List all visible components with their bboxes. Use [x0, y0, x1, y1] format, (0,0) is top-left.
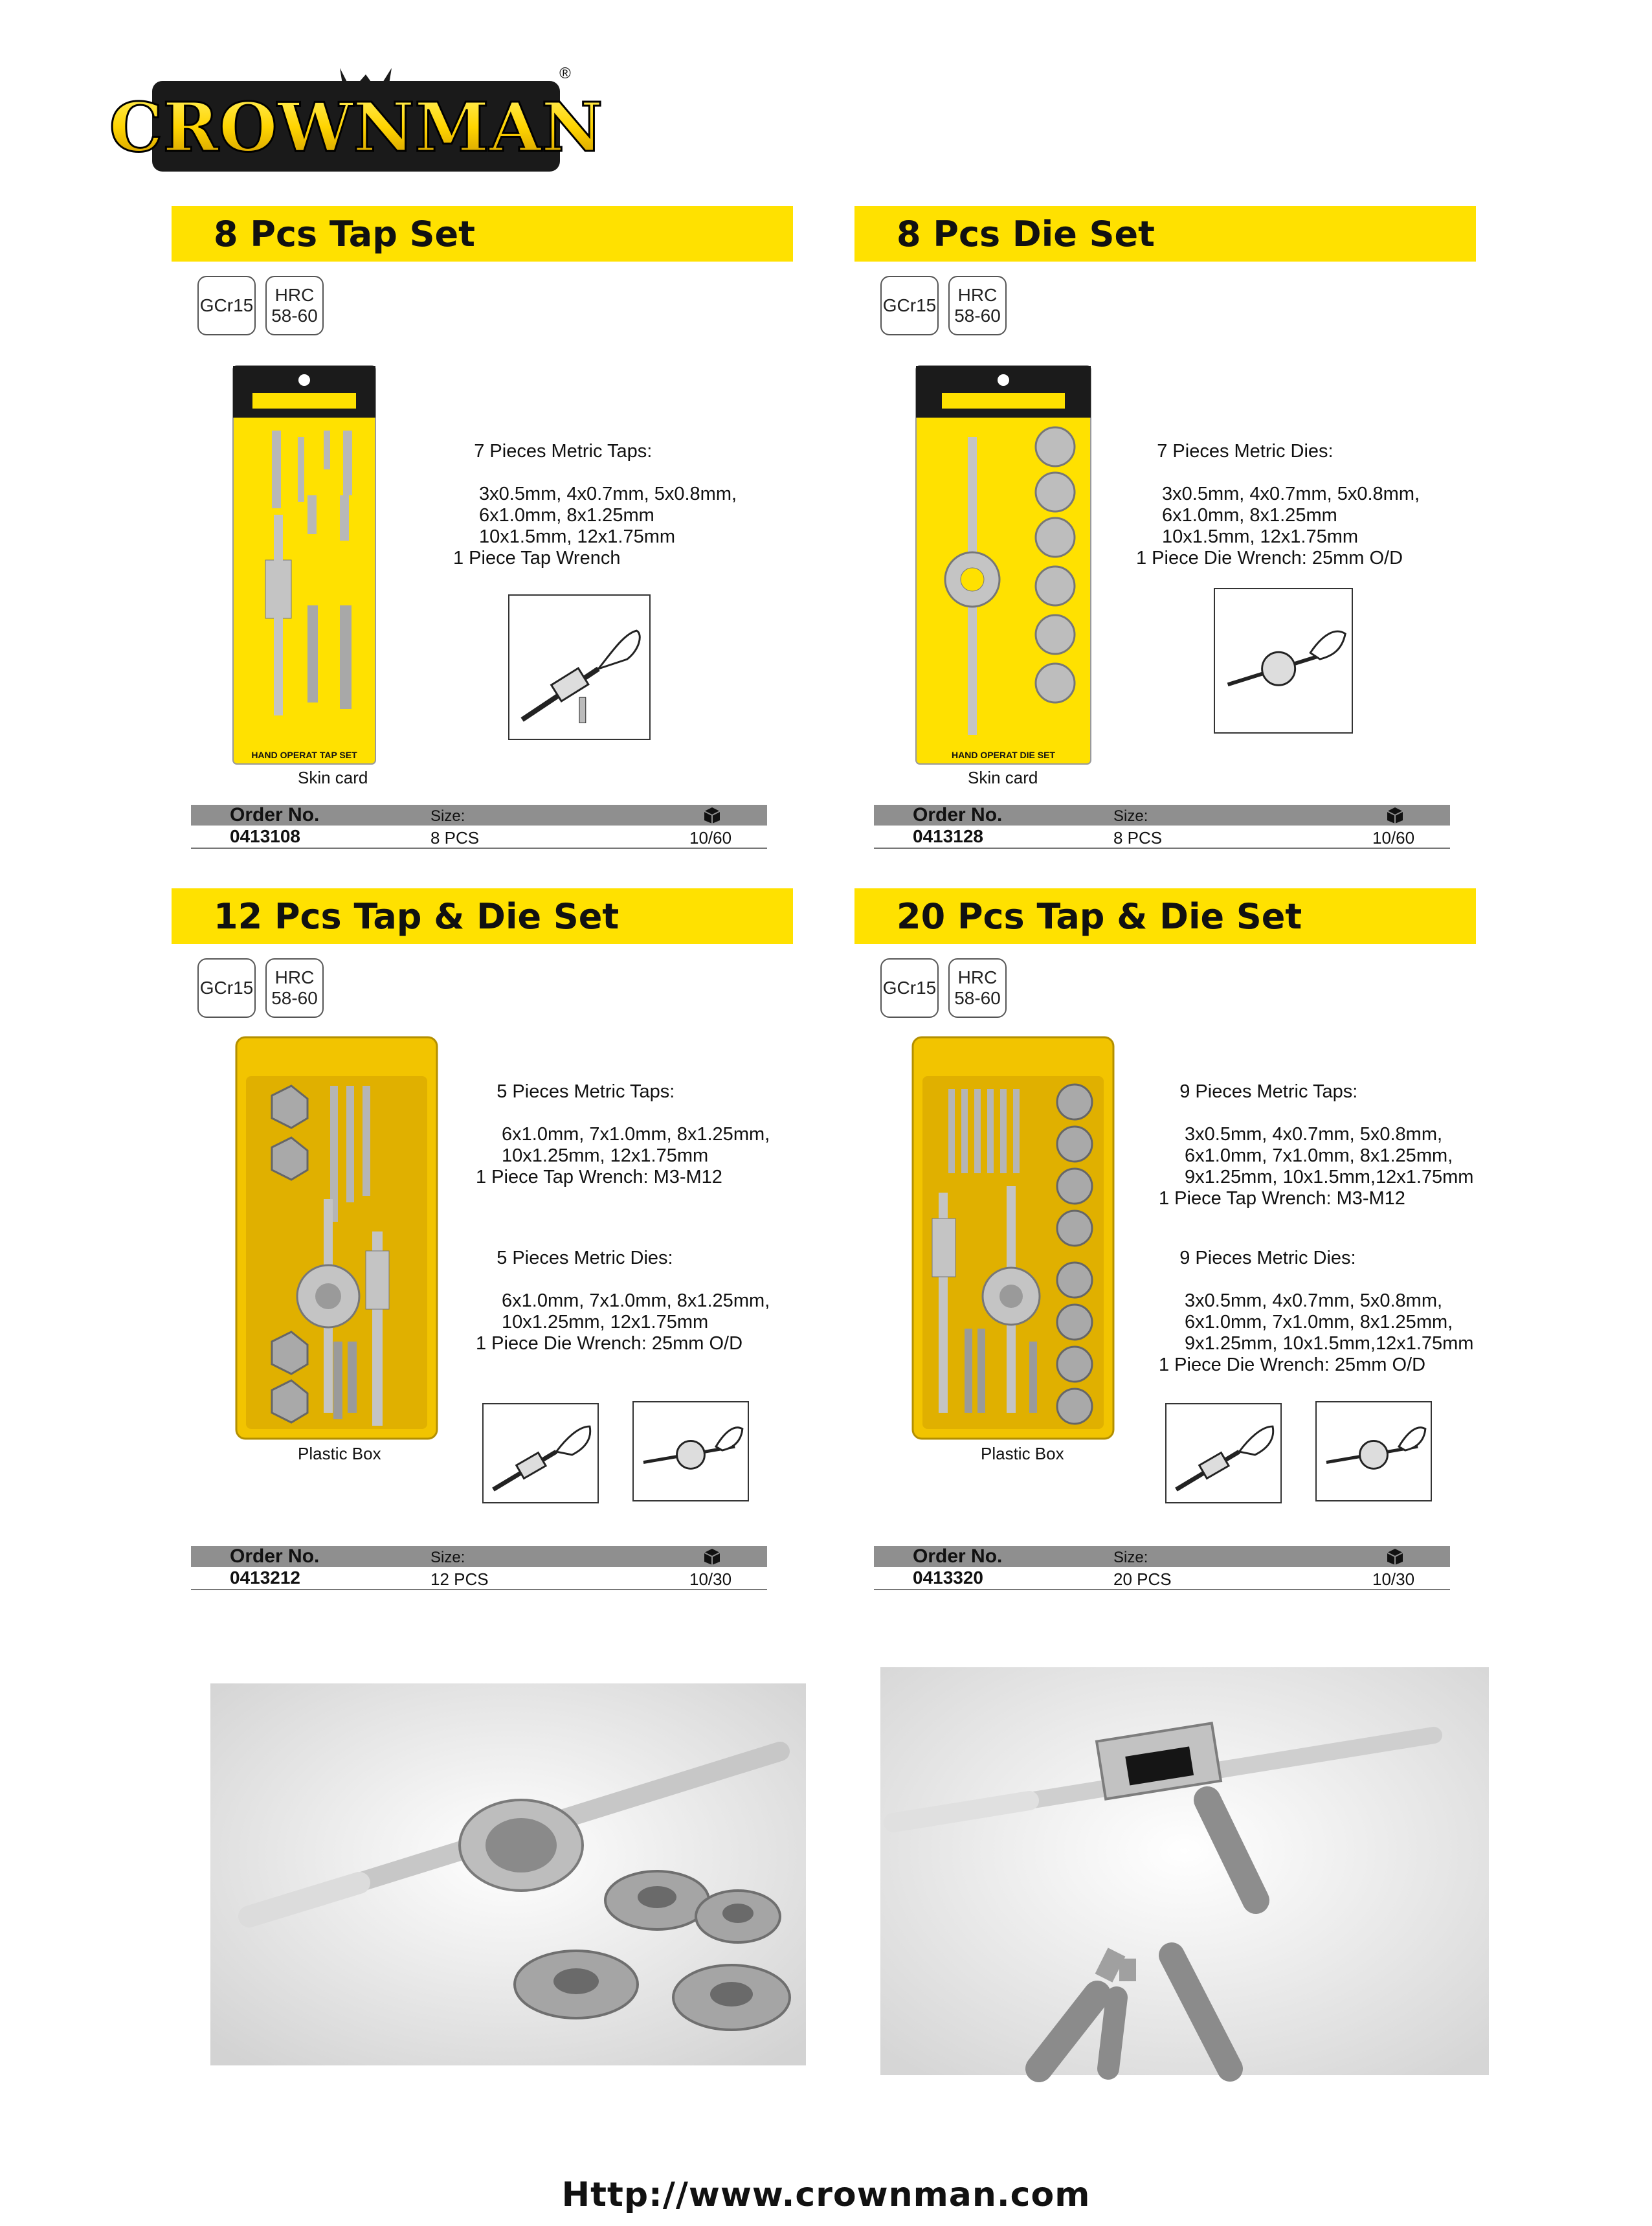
hardness-badge: HRC 58-60 — [948, 276, 1007, 335]
svg-text:HAND OPERAT DIE SET: HAND OPERAT DIE SET — [952, 750, 1055, 760]
order-number: 0413108 — [230, 826, 301, 846]
crownman-logo — [109, 62, 603, 178]
tap-usage-illustration — [482, 1403, 599, 1503]
section-title: 12 Pcs Tap & Die Set — [214, 896, 620, 937]
die-wrench-photo — [210, 1683, 806, 2065]
order-packing: 10/60 — [1372, 828, 1415, 848]
order-packing: 10/30 — [1372, 1569, 1415, 1589]
die-usage-illustration — [632, 1401, 749, 1501]
carton-box-icon — [702, 1547, 722, 1566]
section-die-set — [829, 206, 1476, 934]
section-title: 8 Pcs Tap Set — [214, 214, 475, 254]
tap-wrench-photo — [880, 1667, 1489, 2075]
order-size: 12 PCS — [430, 1569, 489, 1589]
die-usage-illustration — [1315, 1401, 1432, 1501]
tap-set-skin-card-image — [233, 366, 375, 764]
spec-list-dies: 5 Pieces Metric Dies: 6x1.0mm, 7x1.0mm, 8x1.25mm, 10x1.25mm, 12x1.75mm 1 Piece Die Wrench: 25mm O/D — [476, 1248, 770, 1354]
packaging-label: Skin card — [968, 768, 1038, 787]
carton-box-icon — [1385, 806, 1405, 824]
section-tap-set — [146, 206, 793, 934]
svg-text:®: ® — [559, 65, 571, 82]
order-size: 20 PCS — [1113, 1569, 1172, 1589]
order-header: Order No. Size: — [191, 1546, 767, 1567]
section-20pcs-tap-die-set — [829, 888, 1476, 1617]
material-badge: GCr15 — [880, 276, 939, 335]
tap-usage-illustration — [508, 594, 651, 740]
order-number: 0413212 — [230, 1568, 301, 1588]
packaging-label: Skin card — [298, 768, 368, 787]
order-packing: 10/60 — [689, 828, 732, 848]
die-usage-illustration — [1214, 588, 1353, 734]
12pcs-plastic-box-image — [236, 1037, 437, 1439]
spec-list: 7 Pieces Metric Dies: 3x0.5mm, 4x0.7mm, 5x0.8mm, 6x1.0mm, 8x1.25mm 10x1.5mm, 12x1.75mm 1 Piece Die Wrench: 25mm O/D — [1136, 441, 1420, 568]
order-row — [191, 826, 767, 849]
section-title: 8 Pcs Die Set — [897, 214, 1155, 254]
20pcs-plastic-box-image — [913, 1037, 1113, 1439]
material-badge: GCr15 — [197, 276, 256, 335]
order-row — [874, 826, 1450, 849]
order-header: Order No. Size: — [874, 1546, 1450, 1567]
order-header: Order No. Size: — [191, 805, 767, 826]
material-badge: GCr15 — [197, 958, 256, 1018]
svg-text:HAND OPERAT TAP SET: HAND OPERAT TAP SET — [251, 750, 357, 760]
order-header: Order No. Size: — [874, 805, 1450, 826]
spec-list: 7 Pieces Metric Taps: 3x0.5mm, 4x0.7mm, 5x0.8mm, 6x1.0mm, 8x1.25mm 10x1.5mm, 12x1.75mm 1 Piece Tap Wrench — [453, 441, 737, 568]
svg-text:CROWNMAN: CROWNMAN — [109, 87, 603, 167]
packaging-label: Plastic Box — [981, 1444, 1064, 1463]
order-size: 8 PCS — [1113, 828, 1163, 848]
order-number: 0413320 — [913, 1568, 984, 1588]
hardness-badge: HRC 58-60 — [265, 276, 324, 335]
spec-list-taps: 9 Pieces Metric Taps: 3x0.5mm, 4x0.7mm, 5x0.8mm, 6x1.0mm, 7x1.0mm, 8x1.25mm, 9x1.25mm, 10x1.5mm,12x1.75mm 1 Piece Tap Wrench: M3-M12 — [1159, 1081, 1474, 1209]
section-title-bar — [172, 888, 793, 944]
order-packing: 10/30 — [689, 1569, 732, 1589]
die-set-skin-card-image — [916, 366, 1091, 764]
section-title-bar — [172, 206, 793, 262]
section-title: 20 Pcs Tap & Die Set — [897, 896, 1302, 937]
website-url[interactable]: Http://www.crownman.com — [561, 2175, 1091, 2214]
material-badge: GCr15 — [880, 958, 939, 1018]
carton-box-icon — [702, 806, 722, 824]
carton-box-icon — [1385, 1547, 1405, 1566]
order-number: 0413128 — [913, 826, 984, 846]
spec-list-dies: 9 Pieces Metric Dies: 3x0.5mm, 4x0.7mm, 5x0.8mm, 6x1.0mm, 7x1.0mm, 8x1.25mm, 9x1.25mm, 10x1.5mm,12x1.75mm 1 Piece Die Wrench: 25mm O/D — [1159, 1248, 1474, 1375]
section-12pcs-tap-die-set — [146, 888, 793, 1617]
tap-usage-illustration — [1165, 1403, 1282, 1503]
packaging-label: Plastic Box — [298, 1444, 381, 1463]
hardness-badge: HRC 58-60 — [265, 958, 324, 1018]
order-row — [874, 1567, 1450, 1590]
spec-list-taps: 5 Pieces Metric Taps: 6x1.0mm, 7x1.0mm, 8x1.25mm, 10x1.25mm, 12x1.75mm 1 Piece Tap Wrench: M3-M12 — [476, 1081, 770, 1187]
order-size: 8 PCS — [430, 828, 480, 848]
section-title-bar — [854, 888, 1476, 944]
section-title-bar — [854, 206, 1476, 262]
hardness-badge: HRC 58-60 — [948, 958, 1007, 1018]
order-row — [191, 1567, 767, 1590]
